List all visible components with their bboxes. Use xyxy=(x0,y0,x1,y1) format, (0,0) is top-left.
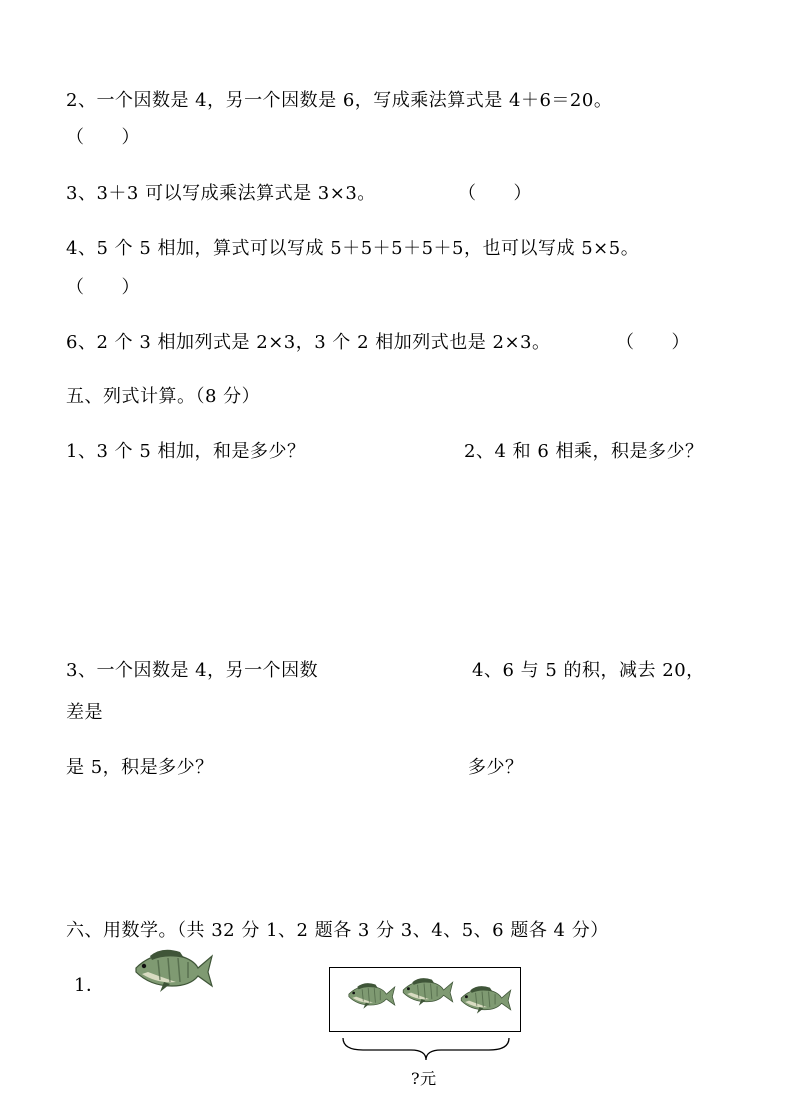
judge-q4-text: 4、5 个 5 相加，算式可以写成 5＋5＋5＋5＋5，也可以写成 5×5。 xyxy=(66,238,640,259)
judge-q4-paren[interactable]: （ ） xyxy=(66,277,140,298)
fish-icon xyxy=(456,978,512,1022)
section5-title: 五、列式计算。（8 分） xyxy=(66,386,261,407)
brace-icon xyxy=(341,1036,511,1062)
section5-q1: 1、3 个 5 相加，和是多少？ xyxy=(66,441,306,462)
section5-q4-line1: 4、6 与 5 的积，减去 20， xyxy=(472,660,705,681)
judge-q2-paren[interactable]: （ ） xyxy=(66,127,140,148)
judge-q3-paren[interactable]: （ ） xyxy=(458,183,532,204)
section6-q1-label: 1． xyxy=(74,975,105,996)
section5-q3-line2: 是 5，积是多少？ xyxy=(66,757,214,778)
section5-q3-line1: 3、一个因数是 4，另一个因数 xyxy=(66,660,319,681)
price-label: ?元 xyxy=(411,1069,437,1088)
section6-title: 六、用数学。（共 32 分 1、2 题各 3 分 3、4、5、6 题各 4 分） xyxy=(66,920,609,941)
fish-icon xyxy=(398,970,454,1014)
judge-q6-text: 6、2 个 3 相加列式是 2×3，3 个 2 相加列式也是 2×3。 xyxy=(66,332,551,353)
judge-q3-text: 3、3＋3 可以写成乘法算式是 3×3。 xyxy=(66,183,376,204)
judge-q6-paren[interactable]: （ ） xyxy=(616,332,690,353)
fish-icon xyxy=(344,976,396,1016)
section5-q2: 2、4 和 6 相乘，积是多少？ xyxy=(464,441,704,462)
section5-q4-wrap: 差是 xyxy=(66,702,103,723)
judge-q2-text: 2、一个因数是 4，另一个因数是 6，写成乘法算式是 4＋6＝20。 xyxy=(66,90,613,111)
section5-q4-line2: 多少？ xyxy=(468,757,524,778)
fish-icon xyxy=(128,946,214,996)
